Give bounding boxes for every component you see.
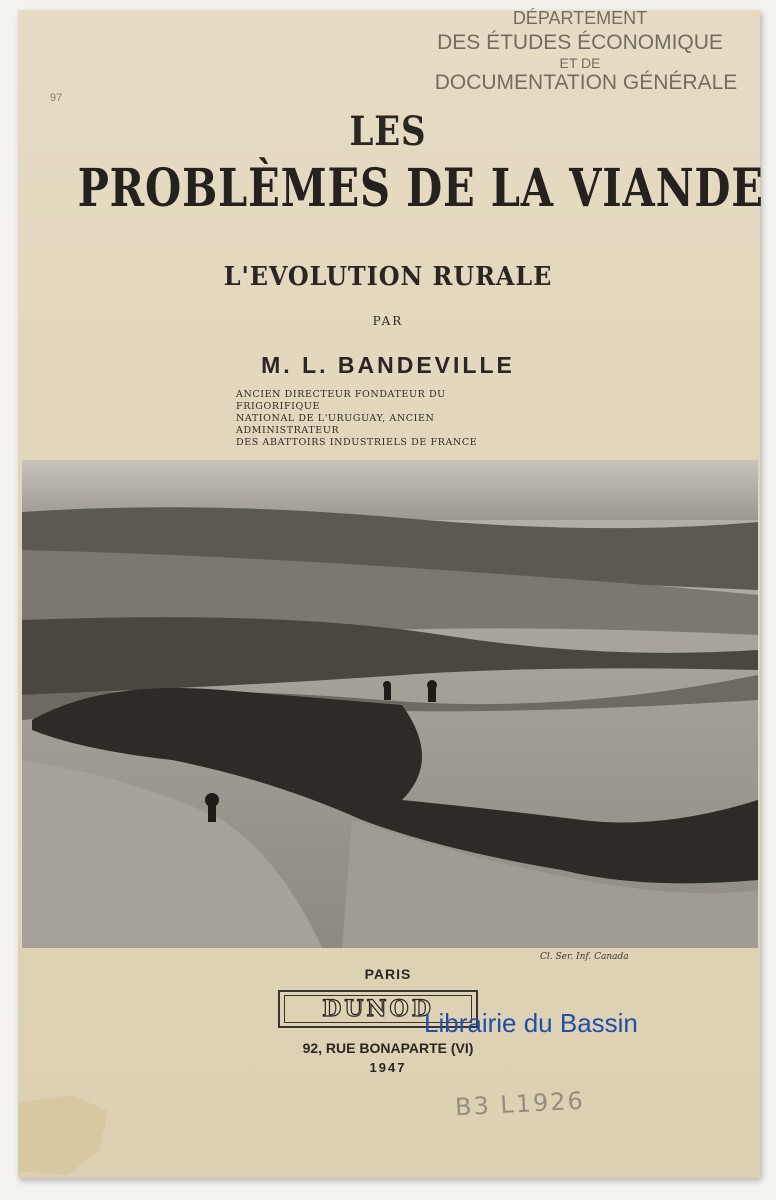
- credential-line: ANCIEN DIRECTEUR FONDATEUR DU FRIGORIFIQUE: [236, 389, 446, 412]
- cover-photo-cattle-river: [22, 460, 758, 948]
- seller-watermark: Librairie du Bassin: [424, 1008, 638, 1038]
- author-credentials: [236, 389, 526, 449]
- credential-line: NATIONAL DE L'URUGUAY, ANCIEN ADMINISTRATEUR: [236, 413, 435, 436]
- stamp-line-4: DOCUMENTATION GÉNÉRALE: [434, 71, 738, 94]
- by-label: PAR: [372, 314, 404, 328]
- photo-credit: Cl. Ser. Inf. Canada: [540, 952, 629, 962]
- stamp-line-1: DÉPARTEMENT: [512, 8, 648, 28]
- book-title: PROBLÈMES DE LA VIANDE: [77, 158, 764, 219]
- stamp-line-2: DES ÉTUDES ÉCONOMIQUE: [437, 31, 723, 54]
- library-stamp: [420, 10, 740, 95]
- stamp-line-3: ET DE: [559, 55, 601, 71]
- cattle-river-illustration: [22, 460, 758, 948]
- page-mark: 97: [50, 92, 63, 104]
- credential-line: DES ABATTOIRS INDUSTRIELS DE FRANCE: [236, 437, 478, 448]
- author-name: M. L. BANDEVILLE: [261, 352, 515, 378]
- book-subtitle: L'EVOLUTION RURALE: [223, 262, 553, 292]
- publisher-address: 92, RUE BONAPARTE (VI): [302, 1040, 474, 1056]
- title-article: LES: [349, 108, 427, 155]
- handwritten-note: B3 L1926: [454, 1086, 586, 1122]
- publication-year: 1947: [369, 1060, 407, 1075]
- publisher-name: DUNOD: [284, 995, 472, 1023]
- publisher-city: PARIS: [364, 966, 412, 982]
